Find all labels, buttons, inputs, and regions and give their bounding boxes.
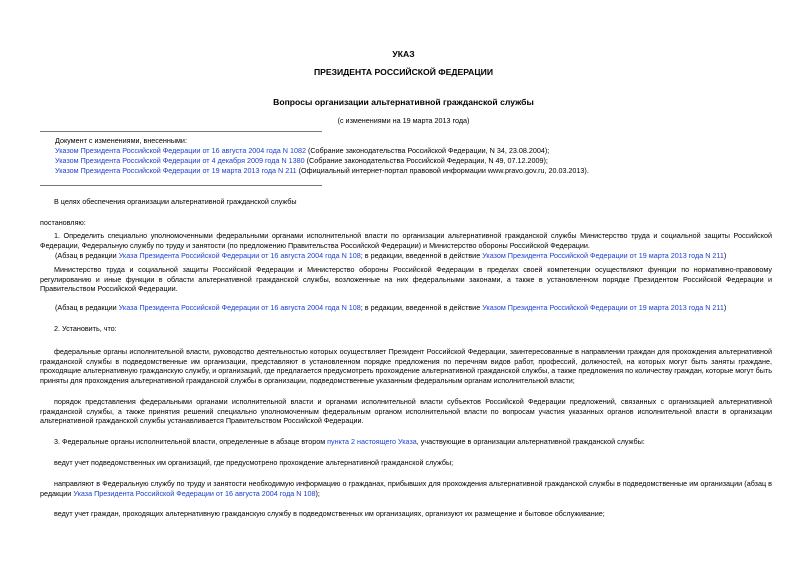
note1-link-decree-211[interactable]: Указом Президента Российской Федерации от 19 марта 2013 года N 211	[482, 251, 724, 260]
paragraph-3b: направляют в Федеральную службу по труду и занятости необходимую информацию о гражданах, прибывших для прохождения альтернативной гражданской службы в подведомственные им организации (абзац в редакции Указа Президента Российской Федерации от 16 августа 2004 года N 108);	[40, 479, 772, 498]
paragraph-3c: ведут учет граждан, проходящих альтернативную гражданскую службу в подведомственных им организациях, организуют их размещение и бытовое обслуживание;	[54, 509, 605, 518]
changes-intro: Документ с изменениями, внесенными:	[55, 136, 187, 145]
doc-type-heading: УКАЗ	[392, 49, 415, 59]
paragraph-2a: федеральные органы исполнительной власти, руководство деятельностью которых осуществляет Президент Российской Федерации, заинтересованные в направлении граждан для прохождения альтернативной гражданской службы в подведомственные им организации, представляют в установленном порядке предложения по перечням видов работ, профессий, должностей, на которых могут быть заняты граждане, проходящие альтернативную гражданскую службу, и организаций, где предлагается предусмотреть прохождение альтернативной гражданской службы, а также предложения по количеству граждан, которые могут быть приняты для прохождения альтернативной гражданской службы в организации, подведомственные указанным федеральным органам исполнительной власти;	[40, 347, 772, 385]
note2-link-decree-108[interactable]: Указа Президента Российской Федерации от 16 августа 2004 года N 108	[118, 303, 361, 312]
revision-note: (с изменениями на 19 марта 2013 года)	[337, 116, 470, 125]
change-item: Указом Президента Российской Федерации от 4 декабря 2009 года N 1380 (Собрание законодательства Российской Федерации, N 49, 07.12.2009);	[55, 156, 548, 165]
paragraph-3: 3. Федеральные органы исполнительной власти, определенные в абзаце втором пункта 2 настоящего Указа, участвующие в организации альтернативной гражданской службы:	[54, 437, 645, 446]
paragraph-2b: порядок представления федеральными органами исполнительной власти и органами исполнительной власти субъектов Российской Федерации предложений, связанных с организацией альтернативной гражданской службы, а также принятия решений специально уполномоченным федеральным органом исполнительной власти по вопросам участия указанных органов исполнительной власти в организации альтернативной гражданской службы устанавливается Правительством Российской Федерации.	[40, 397, 772, 426]
paragraph-3a: ведут учет подведомственных им организаций, где предусмотрено прохождение альтернативной гражданской службы;	[54, 458, 454, 467]
note2-link-decree-211[interactable]: Указом Президента Российской Федерации от 19 марта 2013 года N 211	[482, 303, 724, 312]
paragraph-1b: Министерство труда и социальной защиты Российской Федерации и Министерство обороны Российской Федерации в пределах своей компетенции осуществляют функции по нормативно-правовому регулированию и иные функции в области альтернативной гражданской службы, возложенные на них федеральными законами, а также в установленном порядке Президентом Российской Федерации и Правительством Российской Федерации.	[40, 265, 772, 294]
paragraph-2: 2. Установить, что:	[54, 324, 117, 333]
edit-note-1: (Абзац в редакции Указа Президента Российской Федерации от 16 августа 2004 года N 108; в редакции, введенной в действие Указом Президента Российской Федерации от 19 марта 2013 года N 211)	[55, 251, 727, 260]
change-item: Указом Президента Российской Федерации от 19 марта 2013 года N 211 (Официальный интернет-портал правовой информации www.pravo.gov.ru, 20.03.2013).	[55, 166, 589, 175]
purpose-paragraph: В целях обеспечения организации альтернативной гражданской службы	[54, 197, 297, 206]
edit-note-2: (Абзац в редакции Указа Президента Российской Федерации от 16 августа 2004 года N 108; в редакции, введенной в действие Указом Президента Российской Федерации от 19 марта 2013 года N 211)	[55, 303, 727, 312]
point-2-link[interactable]: пункта 2 настоящего Указа	[327, 437, 417, 446]
change-link-1[interactable]: Указом Президента Российской Федерации от 16 августа 2004 года N 1082	[55, 146, 306, 155]
change-item: Указом Президента Российской Федерации от 16 августа 2004 года N 1082 (Собрание законодательства Российской Федерации, N 34, 23.08.2004);	[55, 146, 550, 155]
paragraph-1: 1. Определить специально уполномоченными федеральными органами исполнительной власти по организации альтернативной гражданской службы Министерство труда и социальной защиты Российской Федерации, Федеральную службу по труду и занятости (по предложению Правительства Российской Федерации) и Министерство обороны Российской Федерации.	[40, 231, 772, 250]
decree-word: постановляю:	[40, 218, 86, 227]
issuer-heading: ПРЕЗИДЕНТА РОССИЙСКОЙ ФЕДЕРАЦИИ	[313, 67, 494, 77]
change-link-2[interactable]: Указом Президента Российской Федерации от 4 декабря 2009 года N 1380	[55, 156, 305, 165]
bottom-divider	[40, 185, 322, 186]
top-divider	[40, 131, 322, 132]
document-title: Вопросы организации альтернативной гражданской службы	[273, 97, 534, 107]
change-link-3[interactable]: Указом Президента Российской Федерации от 19 марта 2013 года N 211	[55, 166, 297, 175]
p3b-link-decree-108[interactable]: Указа Президента Российской Федерации от 16 августа 2004 года N 108	[73, 488, 316, 498]
note1-link-decree-108[interactable]: Указа Президента Российской Федерации от 16 августа 2004 года N 108	[118, 251, 361, 260]
